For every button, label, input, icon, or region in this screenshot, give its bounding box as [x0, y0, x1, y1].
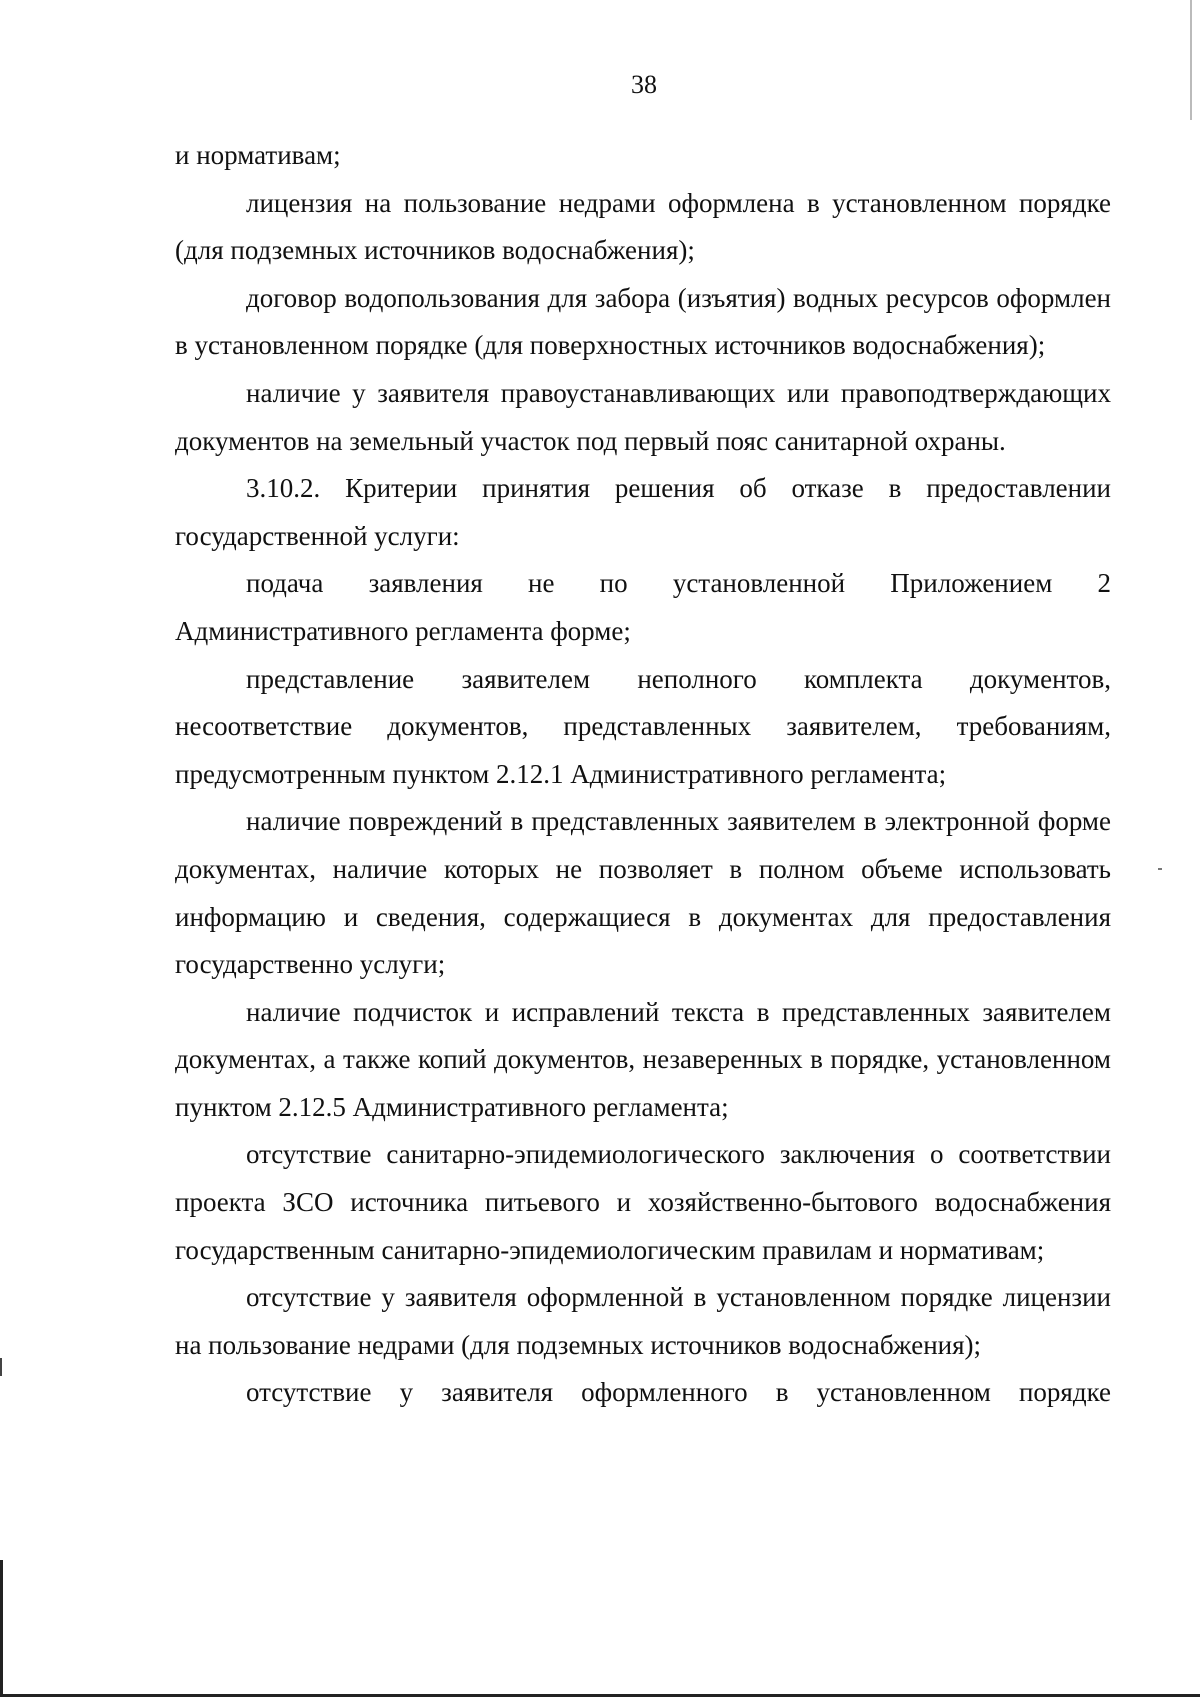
paragraph: 3.10.2. Критерии принятия решения об отказе в предоставлении государственной услуги: — [175, 473, 1111, 551]
paragraph: отсутствие у заявителя оформленной в установленном порядке лицензии на пользование недрами (для подземных источников водоснабжения); — [175, 1282, 1111, 1360]
scan-artifact — [1158, 868, 1162, 870]
scan-edge-mark — [0, 1358, 2, 1376]
document-body — [175, 132, 1111, 1417]
paragraph: отсутствие санитарно-эпидемиологического заключения о соответствии проекта ЗСО источника питьевого и хозяйственно-бытового водоснабжения государственным санитарно-эпидемиологическим правилам и нормативам; — [175, 1139, 1111, 1265]
paragraph: подача заявления не по установленной Приложением 2 Административного регламента форме; — [175, 568, 1111, 646]
paragraph: договор водопользования для забора (изъятия) водных ресурсов оформлен в установленном порядке (для поверхностных источников водоснабжения); — [175, 282, 1111, 361]
paragraph: и нормативам; — [175, 140, 341, 170]
scan-edge-mark — [0, 1560, 3, 1697]
page-number: 38 — [631, 70, 657, 99]
paragraph: наличие у заявителя правоустанавливающих или правоподтверждающих документов на земельный участок под первый пояс санитарной охраны. — [175, 377, 1111, 456]
paragraph: представление заявителем неполного комплекта документов, несоответствие документов, представленных заявителем, требованиям, предусмотренным пунктом 2.12.1 Административного регламента; — [175, 663, 1111, 789]
scan-edge-mark — [1190, 0, 1192, 120]
paragraph: наличие повреждений в представленных заявителем в электронной форме документах, наличие которых не позволяет в полном объеме использовать информацию и сведения, содержащиеся в документах для предоставления государственно услуги; — [175, 806, 1111, 980]
paragraph: отсутствие у заявителя оформленного в установленном порядке — [246, 1377, 1111, 1408]
paragraph: наличие подчисток и исправлений текста в представленных заявителем документах, а также копий документов, незаверенных в порядке, установленном пунктом 2.12.5 Административного регламента; — [175, 996, 1111, 1122]
paragraph: лицензия на пользование недрами оформлена в установленном порядке (для подземных источников водоснабжения); — [175, 187, 1111, 266]
